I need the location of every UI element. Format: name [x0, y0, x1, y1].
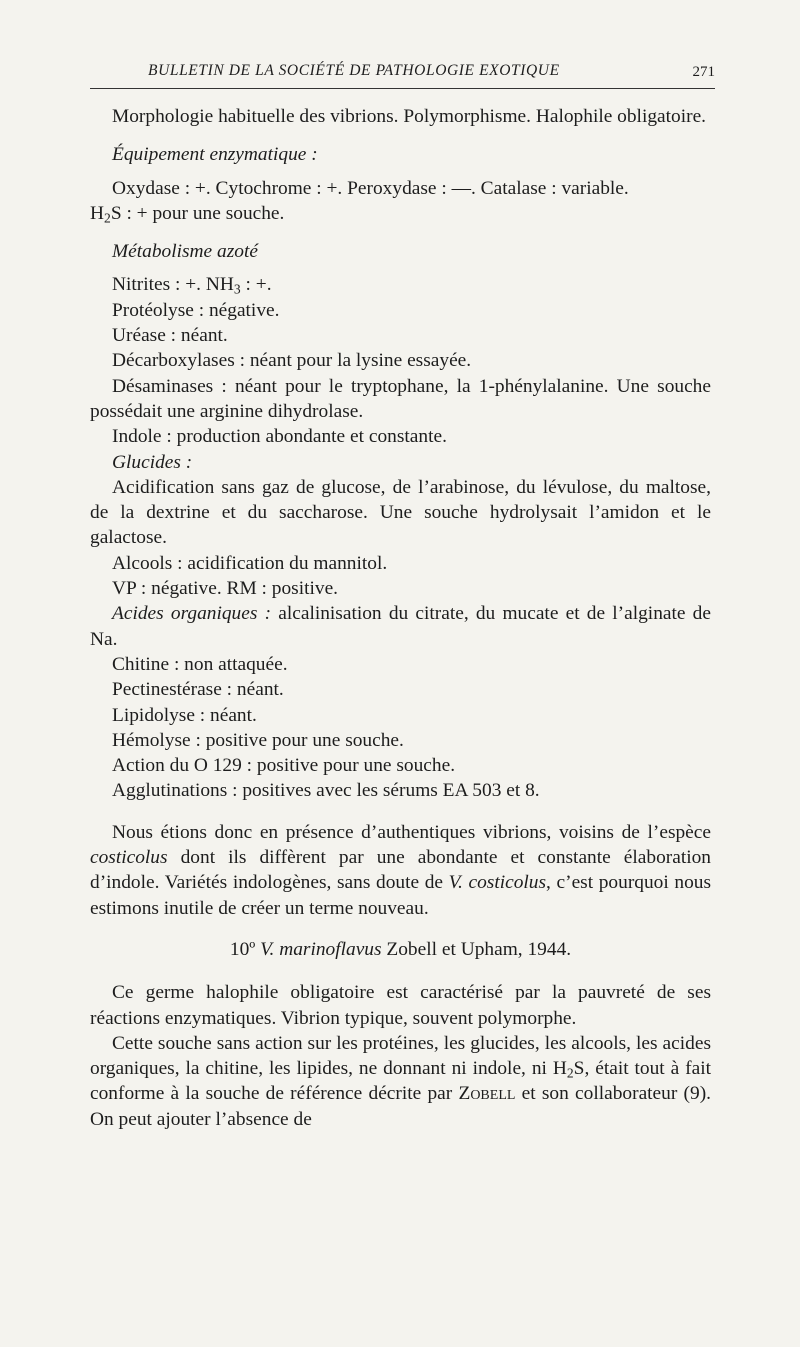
species-costicolus: costicolus	[90, 847, 168, 869]
h2s-subscript-2: 2	[566, 1065, 574, 1081]
section-title	[90, 937, 711, 962]
h2s-h: H	[90, 202, 105, 224]
h2s-line	[90, 201, 711, 226]
acides-text: alcalinisation du citrate, du mucate et de l’alginate de Na.	[90, 603, 711, 650]
conclusion-text-1: Nous étions donc en présence d’authentiques vibrions, voisins de l’espèce	[112, 821, 711, 843]
page-number: 271	[692, 64, 715, 80]
pectinesterase-line: Pectinestérase : néant.	[112, 679, 284, 701]
souche-paragraph	[90, 1031, 711, 1132]
chitine-line: Chitine : non attaquée.	[112, 653, 288, 675]
germe-paragraph: Ce germe halophile obligatoire est caractérisé par la pauvreté de ses réactions enzymatiques. Vibrion typique, souvent polymorphe.	[90, 982, 711, 1029]
souche-text-2: S, était tout à fait conforme à la souche de référence décrite par	[90, 1058, 711, 1105]
h2s-rest: S : + pour une souche.	[110, 202, 285, 224]
enzyme-line: Oxydase : +. Cytochrome : +. Peroxydase : —. Catalase : variable.	[112, 177, 629, 199]
nh3-subscript: 3	[233, 281, 241, 297]
souche-text-3: et son collaborateur (9). On peut ajouter l’absence de	[90, 1083, 711, 1130]
indole-line: Indole : production abondante et constante.	[112, 426, 447, 448]
vp-line: VP : négative. RM : positive.	[112, 578, 339, 600]
h2s-subscript: 2	[104, 210, 111, 226]
species-v-costicolus: V. costicolus	[448, 872, 547, 894]
azote-heading: Métabolisme azoté	[112, 241, 258, 263]
section-authors: Zobell et Upham, 1944.	[381, 938, 572, 960]
conclusion-text-2: dont ils diffèrent par une abondante et constante élaboration d’indole. Variétés indologènes, sans doute de	[90, 847, 711, 894]
nitrites-result: : +.	[240, 274, 272, 296]
alcools-line: Alcools : acidification du mannitol.	[112, 552, 388, 574]
section-species: V. marinoflavus	[260, 938, 382, 960]
morphology-paragraph: Morphologie habituelle des vibrions. Polymorphisme. Halophile obligatoire.	[112, 106, 707, 127]
enzyme-heading: Équipement enzymatique :	[112, 144, 318, 166]
glucides-heading: Glucides :	[112, 451, 193, 473]
souche-text-1: Cette souche sans action sur les protéines, les glucides, les alcools, les acides organiques, la chitine, les lipides, ne donnant ni indole, ni H	[90, 1032, 711, 1080]
urease-line: Uréase : néant.	[112, 325, 228, 347]
acidification-paragraph: Acidification sans gaz de glucose, de l’arabinose, du lévulose, du maltose, de la dextrine et du saccharose. Une souche hydrolysait l’amidon et le galactose.	[90, 476, 711, 549]
decarboxylases-line: Décarboxylases : néant pour la lysine essayée.	[112, 350, 472, 372]
action-line: Action du O 129 : positive pour une souche.	[112, 755, 456, 777]
nitrites-text: Nitrites : +. NH	[112, 274, 234, 296]
acides-label: Acides organiques :	[112, 603, 272, 625]
lipidolyse-line: Lipidolyse : néant.	[112, 704, 257, 726]
body-text	[90, 104, 711, 1132]
conclusion-paragraph	[90, 820, 711, 921]
nitrites-line	[90, 272, 711, 297]
author-zobell: Zobell	[458, 1083, 516, 1105]
agglutinations-line: Agglutinations : positives avec les sérums EA 503 et 8.	[112, 780, 540, 802]
section-number: 10º	[229, 938, 261, 960]
conclusion-text-3: , c’est pourquoi nous estimons inutile de créer un terme nouveau.	[90, 872, 712, 919]
page-header	[90, 62, 715, 89]
proteolyse-line: Protéolyse : négative.	[112, 299, 280, 321]
hemolyse-line: Hémolyse : positive pour une souche.	[112, 729, 404, 751]
desaminases-line: Désaminases : néant pour le tryptophane, la 1-phénylalanine. Une souche possédait une arginine dihydrolase.	[90, 375, 711, 422]
running-head: BULLETIN DE LA SOCIÉTÉ DE PATHOLOGIE EXOTIQUE	[148, 62, 560, 79]
acides-paragraph	[90, 601, 711, 652]
